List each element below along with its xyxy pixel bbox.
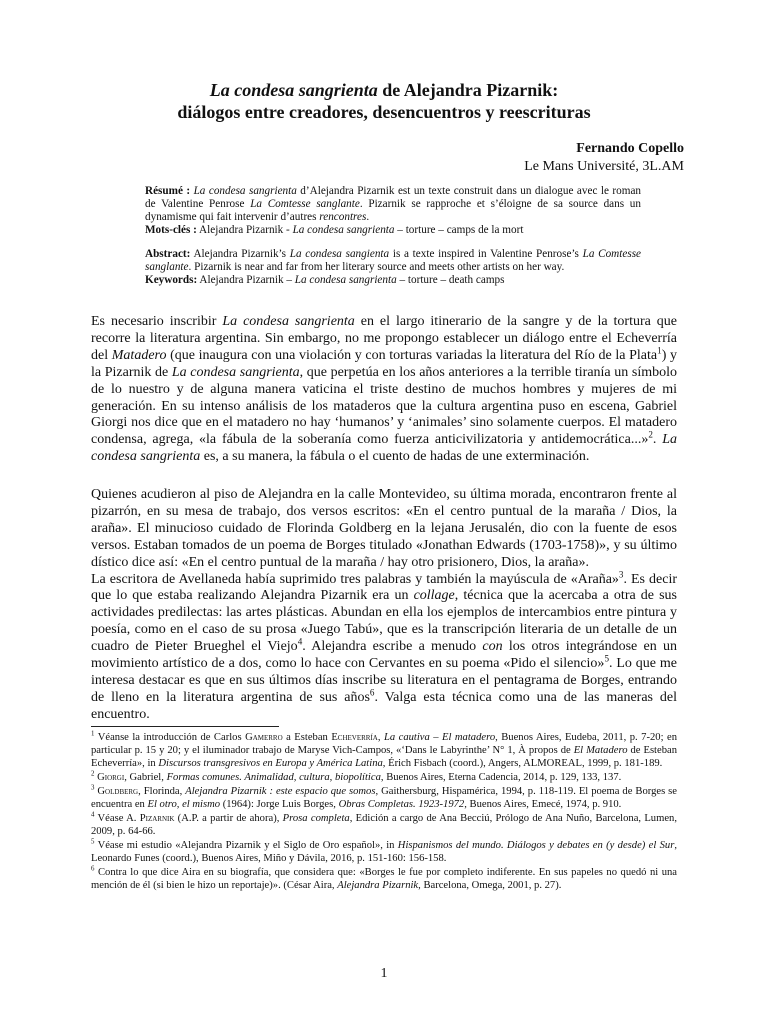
paragraph-text [91,314,677,466]
footnote-ref: 4 [297,636,303,647]
text-run: . Valga esta técnica como una de las maneras del encuentro. [91,689,677,722]
footnote-number: 1 [91,730,95,738]
resume-keywords [145,224,641,237]
author-affiliation: Le Mans Université, 3L.AM [524,159,684,174]
text-run: collage [413,588,455,604]
text-run: ) y la Pizarnik de [91,347,677,380]
keyword-part: Alejandra Pizarnik - [196,223,293,236]
article-subtitle: diálogos entre creadores, desencuentros y reescrituras [177,102,591,122]
text-run: , [377,732,384,743]
text-run: La condesa sangrienta [222,314,355,329]
text-run: . Es decir que lo que estaba realizando Alejandra Pizarnik era un [91,571,678,604]
keyword-part: La condesa sangrienta [294,273,397,286]
resume-part: . Pizarnik se rapproche et s’éloigne de sa source dans un dynamisme qui fait intervenir d’autres [145,197,641,223]
text-run: , Edición a cargo de Ana Becciú, Prólogo de Ana Nuño, Barcelona, Lumen, 2009, p. 64-66. [91,813,677,838]
text-run: Véase mi estudio «Alejandra Pizarnik y el Siglo de Oro español», in [94,840,398,852]
text-run: , Gabriel, [124,771,167,783]
abstract-part: is a texte inspired in Valentine Penrose’s [389,248,583,260]
text-run: El otro, el mismo [147,798,221,810]
footnotes [91,732,677,895]
text-run: con [482,639,503,655]
abstract-keywords [145,274,641,287]
author-name: Fernando Copello [576,141,684,156]
text-run: Formas comunes. Animalidad, cultura, biopolítica [166,771,381,783]
keyword-part: – torture – death camps [396,273,505,286]
text-run: Obras Completas. 1923-1972 [338,798,465,810]
text-run: Giorgi [97,771,125,783]
title-rest: de Alejandra Pizarnik: [377,80,559,100]
text-run: (que inaugura con una violación y con torturas variadas la literatura del Río de la Plata [166,347,658,363]
footnote-number: 3 [91,784,95,792]
title-italic-part: La condesa sangrienta [209,80,378,100]
footnote-ref: 1 [657,345,662,356]
footnote-6 [91,867,677,893]
text-run: Echeverría [331,732,378,743]
resume-part: rencontres [319,210,367,223]
keyword-part: Alejandra Pizarnik – [197,273,295,286]
text-run: , Buenos Aires, Eterna Cadencia, 2014, p. 129, 133, 137. [380,771,622,783]
abstract-part: Alejandra Pizarnik’s [190,248,290,260]
body-paragraph-2 [91,487,677,724]
text-run: . [652,432,663,448]
footnote-4 [91,813,677,839]
mots-cles-label: Mots-clés : [145,223,197,236]
text-run: , que perpetúa en los años anteriores a la terrible tiranía un símbolo de lo nuestro y de alguna manera vaticina el triste destino de muchos hombres y mujeres de mi generación. En su intenso análisis de los mataderos que la cultura argentina puso en escena, Gabriel Giorgi nos dice que en el matadero no hay ‘humanos’ y ‘animales’ sino solamente cuerpos. El matadero condensa, agrega, «la fábula de la soberanía como fuerza anticivilizatoria y antidemocrática...» [91,364,677,448]
keyword-part: La condesa sangrienta [292,223,395,236]
text-run: en el largo itinerario de la sangre y de la tortura que recorre la literatura argentina. Sin embargo, no me propongo establecer un diálogo entre el Echeverría del [91,314,677,363]
paragraph-text [91,568,678,724]
text-run: Contra lo que dice Aira en su biografía, que considera que: «Borges le fue por completo indiferente. En sus papeles no quedó ni una mención de él (si bien le hizo un reportaje)». (César Aira, [91,867,677,892]
article-title [0,80,768,101]
keyword-part: – torture – camps de la mort [394,223,524,236]
text-run: (1964): Jorge Luis Borges, [220,798,339,810]
text-run: Alejandra Pizarnik [337,880,419,892]
text-run: , Barcelona, Omega, 2001, p. 27). [418,880,562,892]
footnote-ref: 3 [618,568,624,579]
text-run: es, a su manera, la fábula o el cuento de hadas de une exterminación. [200,449,590,465]
text-run: . Alejandra escribe a menudo [302,639,483,655]
text-run: Véanse la introducción de Carlos [94,732,246,743]
abstract-part: La Comtesse sanglante [145,248,642,273]
footnote-ref: 6 [369,687,375,698]
resume-part: d’Alejandra Pizarnik est un texte construit dans un dialogue avec le roman de Valentine Penrose [145,185,641,210]
text-run: , Buenos Aires, Emecé, 1974, p. 910. [464,798,622,810]
text-run: Prosa completa [282,813,350,825]
footnote-number: 5 [91,838,95,846]
abstract-text [145,248,641,274]
text-run: , Érich Fisbach (coord.), Angers, ALMOREAL, 1999, p. 181-189. [382,757,663,769]
footnote-3 [91,786,677,812]
page-number: 1 [380,966,388,981]
text-run: La escritora de Avellaneda había suprimido tres palabras y también la mayúscula de «Araña» [91,571,619,587]
abstract-label: Abstract: [145,248,191,260]
resume-block [145,185,641,237]
text-run: La condesa sangrienta [91,432,677,465]
text-run: Es necesario inscribir [91,314,223,329]
footnote-5 [91,840,677,866]
text-run: Pizarnik [139,813,175,825]
abstract-block [145,248,641,287]
footnote-number: 2 [91,770,95,778]
resume-text [145,185,641,224]
text-run: Alejandra Pizarnik : este espacio que somos [185,786,376,798]
footnote-2 [91,772,677,785]
footnote-ref: 2 [648,429,653,440]
text-run: de Esteban Echeverría», in [91,744,678,769]
text-run: , Buenos Aires, Eudeba, 2011, p. 7-20; en particular p. 15 y 20; y el iluminador trabajo de Maryse Vich-Campos, «‘Dans le Labyrinthe’ N° 1, À propos de [91,732,677,756]
text-run: Gamerro [245,732,283,743]
text-run: , Florinda, [138,786,186,798]
text-run: , técnica que la acercaba a otra de sus actividades predilectas: las artes plásticas. Abundan en ella los ejemplos de intercambios entre pintura y poesía, como en el caso de su prosa «Juego Tabú», que es la transcripción literaria de un detalle de un cuadro de Pieter Brueghel el Viejo [91,588,677,655]
body-paragraph-1 [91,314,677,466]
text-run: Goldberg [97,786,139,798]
text-run: Véase A. [94,813,140,825]
footnote-number: 4 [91,811,95,819]
keywords-label: Keywords: [145,273,198,286]
text-run: , Leonardo Funes (coord.), Buenos Aires, Miño y Dávila, 2016, p. 151-160: 156-158. [91,840,677,865]
text-run: La condesa sangrienta [171,364,300,380]
text-run: Discursos transgresivos en Europa y América Latina [158,757,383,769]
resume-part: La Comtesse sanglante [250,197,360,210]
resume-label: Résumé : [145,185,191,197]
text-run: a Esteban [282,732,332,743]
abstract-part: La condesa sangienta [289,248,390,260]
text-run: Hispanismos del mundo. Diálogos y debates en (y desde) el Sur [397,840,675,852]
resume-part: . [366,210,370,223]
text-run: El Matadero [573,744,628,756]
abstract-part: . Pizarnik is near and far from her literary source and meets other artists on her way. [188,260,565,273]
footnote-ref: 5 [604,653,609,664]
resume-part: La condesa sangrienta [193,185,297,197]
text-run: . Lo que me interesa destacar es que en sus últimos días inscribe su literatura en el pentagrama de Borges, entrando de lleno en la literatura argentina de sus años [91,656,677,705]
footnote-number: 6 [91,865,95,873]
text-run: La cautiva – El matadero [383,732,496,743]
footnote-1 [91,732,677,770]
text-run: , Gaithersburg, Hispamérica, 1994, p. 118-119. El poema de Borges se encuentra en [91,786,677,810]
paragraph-text: Quienes acudieron al piso de Alejandra en la calle Montevideo, su última morada, encontraron frente al pizarrón, en su mesa de trabajo, dos versos escritos: «En el centro puntual de la maraña / Dios, la araña». El minucioso cuidado de Florinda Goldberg en la lejana Jerusalén, dio con la fuente de esos versos. Estaban tomados de un poema de Borges titulado «Jonathan Edwards (1703-1758)», y su último dístico dice así: «En el centro puntual de la maraña / hay otro prisionero, Dios, la araña». [91,487,677,570]
text-run: (A.P. a partir de ahora), [174,813,283,825]
text-run: Matadero [111,347,167,363]
footnote-separator [91,726,279,727]
text-run: los otros integrándose en un movimiento artístico de a dos, como lo hace con Cervantes en su poema «Pido el silencio» [91,639,677,672]
